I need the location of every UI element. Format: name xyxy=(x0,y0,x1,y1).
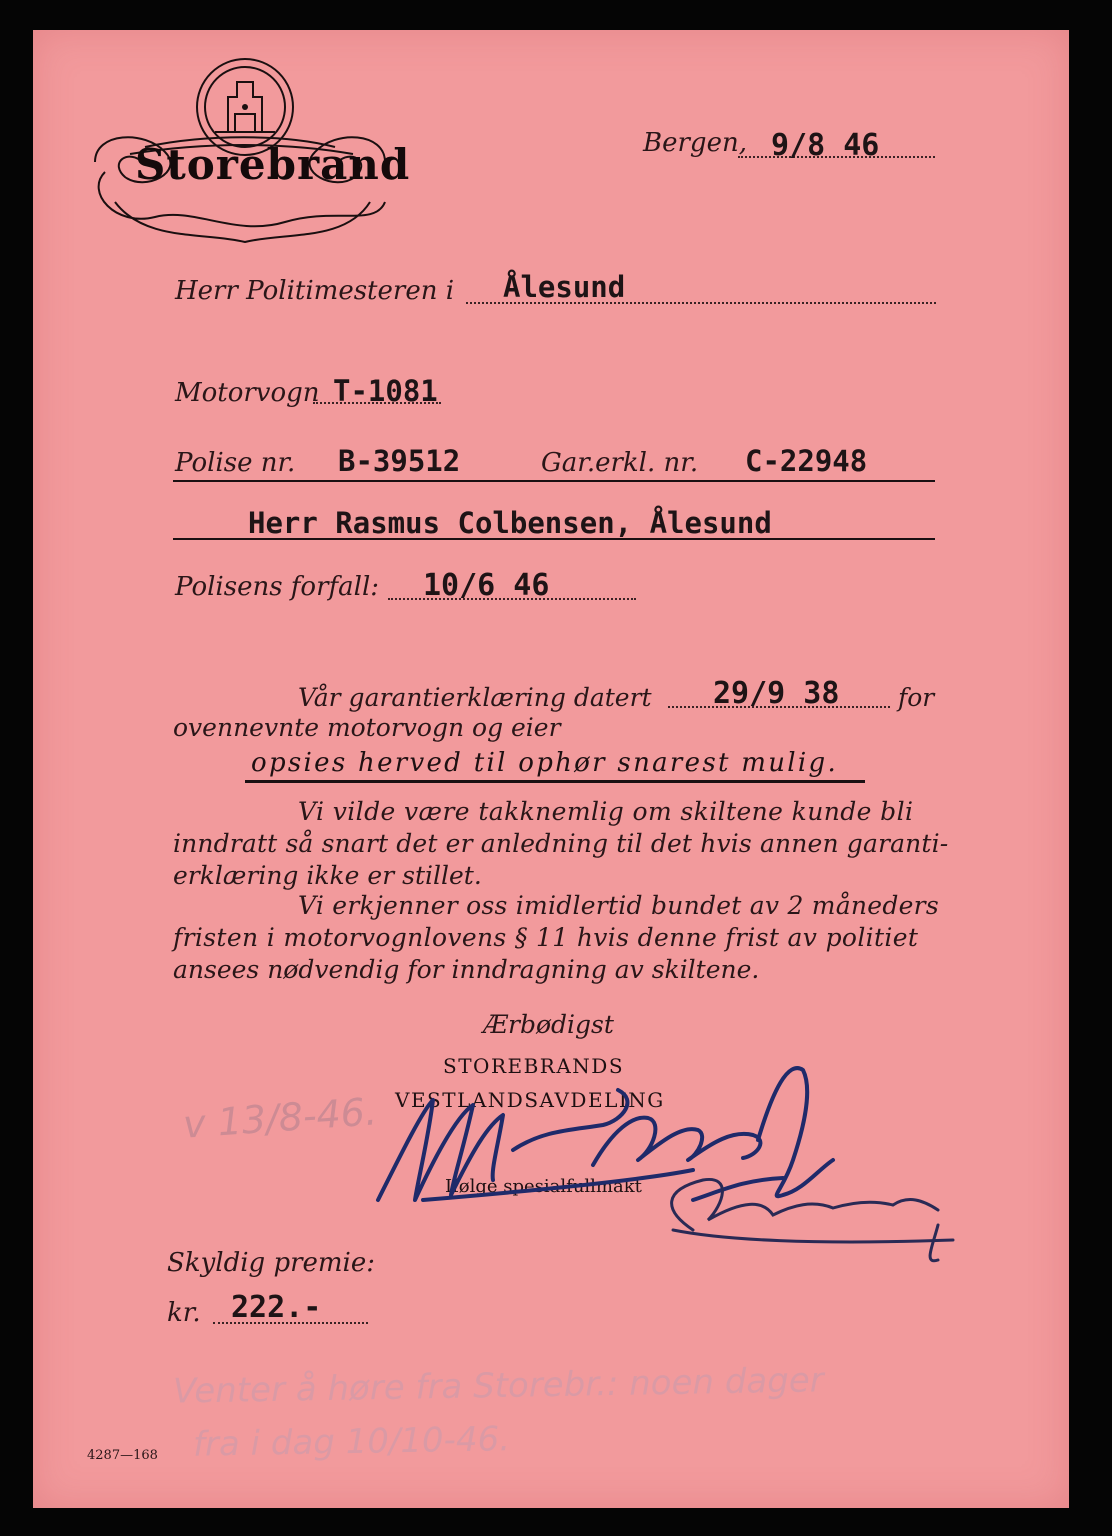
vehicle-registration: T-1081 xyxy=(333,374,438,408)
holder-rule xyxy=(173,538,935,540)
cancellation-statement: opsies herved til ophør snarest mulig. xyxy=(251,748,839,778)
letter-line1-pre: Vår garantierklæring datert xyxy=(298,683,652,712)
letter-date: 9/8 46 xyxy=(771,128,880,163)
logo-wordmark: Storebrand xyxy=(135,140,411,189)
recipient-label: Herr Politimesteren i xyxy=(175,276,455,306)
policy-label: Polise nr. xyxy=(175,448,296,478)
margin-note: v 13/8-46. xyxy=(181,1089,379,1147)
closing-greeting: Ærbødigst xyxy=(483,1010,614,1039)
form-number: 4287—168 xyxy=(87,1448,158,1463)
due-date: 10/6 46 xyxy=(423,568,550,603)
paragraph3-line1: Vi erkjenner oss imidlertid bundet av 2 måneders xyxy=(298,891,939,920)
signature-icon xyxy=(363,1030,963,1270)
policy-number: B-39512 xyxy=(338,444,461,478)
paragraph2-line3: erklæring ikke er stillet. xyxy=(173,861,482,890)
premium-currency: kr. xyxy=(167,1298,201,1328)
paragraph2-line2: inndratt så snart det er anledning til det hvis annen garanti- xyxy=(173,829,949,858)
premium-label: Skyldig premie: xyxy=(167,1248,376,1278)
place-label: Bergen, xyxy=(643,128,747,158)
premium-amount: 222.- xyxy=(231,1290,322,1325)
closing-org-line2: VESTLANDSAVDELING xyxy=(395,1088,665,1112)
paragraph3-line3: ansees nødvendig for inndragning av skiltene. xyxy=(173,955,760,984)
due-label: Polisens forfall: xyxy=(175,572,380,602)
pencil-note-line1: Venter å høre fra Storebr.: noen dager xyxy=(172,1360,825,1412)
letter-line2: ovennevnte motorvogn og eier xyxy=(173,713,561,742)
policy-holder: Herr Rasmus Colbensen, Ålesund xyxy=(248,506,772,540)
letter-line1-post: for xyxy=(898,683,935,712)
guarantee-number: C-22948 xyxy=(745,444,868,478)
guarantee-date: 29/9 38 xyxy=(713,676,840,711)
paragraph3-line2: fristen i motorvognlovens § 11 hvis denne frist av politiet xyxy=(173,923,919,952)
recipient-city: Ålesund xyxy=(503,270,626,304)
cancellation-underline xyxy=(245,780,865,783)
storebrand-logo xyxy=(85,52,411,252)
pencil-note-line2: fra i dag 10/10-46. xyxy=(192,1419,511,1465)
vehicle-label: Motorvogn xyxy=(175,378,320,408)
policy-rule xyxy=(173,480,935,482)
paragraph2-line1: Vi vilde være takknemlig om skiltene kunde bli xyxy=(298,797,914,826)
guarantee-label: Gar.erkl. nr. xyxy=(541,448,699,478)
authority-text: Ifølge spesialfullmakt xyxy=(445,1176,642,1197)
closing-org-line1: STOREBRANDS xyxy=(443,1054,625,1078)
document-page xyxy=(33,30,1069,1508)
